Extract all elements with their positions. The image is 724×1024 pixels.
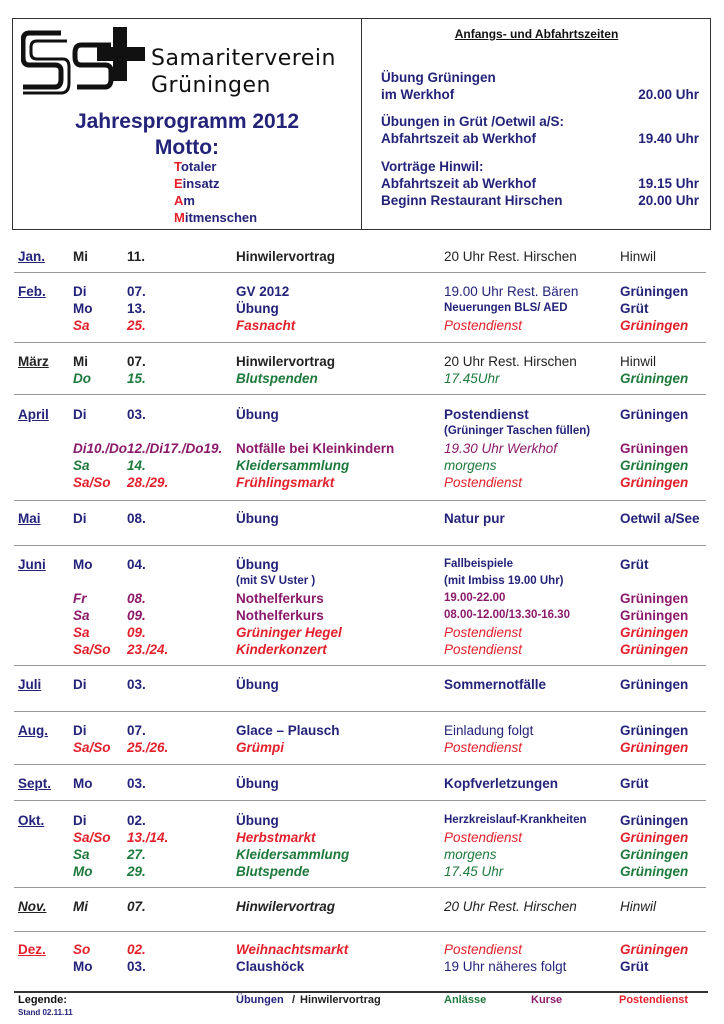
month-label: Jan. (18, 249, 46, 264)
row-event: Übung (236, 407, 279, 422)
row-event: Übung (236, 301, 279, 316)
organisation-name (151, 45, 336, 99)
row-event: Übung (236, 813, 279, 828)
row-day: Mo (73, 776, 93, 791)
time-line (381, 192, 699, 209)
time-line (381, 86, 699, 103)
month-label: Okt. (18, 813, 45, 828)
motto-rest: m (183, 193, 195, 208)
row-day: Sa (73, 608, 90, 623)
row-info: morgens (444, 458, 497, 473)
row-event: Grümpi (236, 740, 285, 755)
row-place: Grüningen (620, 723, 689, 738)
row-date: 03. (127, 776, 146, 791)
row-day: Do (73, 371, 91, 386)
time-value: 19.15 Uhr (638, 176, 699, 191)
row-place: Grüningen (620, 371, 689, 386)
motto-words (174, 158, 257, 226)
legend-divider (14, 991, 708, 993)
time-line (381, 158, 699, 175)
row-event: Frühlingsmarkt (236, 475, 335, 490)
row-day: Di (73, 284, 87, 299)
row-day: Mi (73, 249, 88, 264)
row-info: Postendienst (444, 475, 523, 490)
row-date: 13./14. (127, 830, 169, 845)
row-event: Grüninger Hegel (236, 625, 342, 640)
row-event: Nothelferkurs (236, 591, 324, 606)
row-place: Grüt (620, 557, 649, 572)
row-info: Postendienst (444, 318, 523, 333)
row-place: Oetwil a/See (620, 511, 700, 526)
row-day: Di (73, 723, 87, 738)
month-label: April (18, 407, 49, 422)
row-event: Herbstmarkt (236, 830, 316, 845)
row-date: 13. (127, 301, 146, 316)
time-label: Abfahrtszeit ab Werkhof (381, 176, 537, 191)
row-info: Postendienst (444, 642, 523, 657)
row-day: Fr (73, 591, 87, 606)
month-separator (14, 711, 706, 712)
row-place: Grüningen (620, 677, 689, 692)
row-info: 20 Uhr Rest. Hirschen (444, 899, 577, 914)
row-info: (mit Imbiss 19.00 Uhr) (444, 575, 564, 587)
row-day: Sa (73, 625, 90, 640)
row-day: Mo (73, 959, 93, 974)
time-label: Beginn Restaurant Hirschen (381, 193, 563, 208)
row-date: 23./24. (127, 642, 169, 657)
row-place: Grüningen (620, 942, 689, 957)
header-box (12, 18, 711, 230)
row-place: Hinwil (620, 354, 657, 369)
time-line (381, 69, 699, 86)
times-heading: Anfangs- und Abfahrtszeiten (454, 27, 619, 41)
month-separator (14, 545, 706, 546)
row-info: Postendienst (444, 942, 523, 957)
row-day: Di (73, 407, 87, 422)
month-separator (14, 272, 706, 273)
row-place: Grüningen (620, 864, 689, 879)
row-event: GV 2012 (236, 284, 290, 299)
row-place: Grüningen (620, 441, 689, 456)
header-divider (361, 19, 362, 229)
motto-rest: otaler (180, 159, 217, 174)
row-info: Fallbeispiele (444, 558, 514, 570)
month-label: Mai (18, 511, 41, 526)
row-day: Di (73, 677, 87, 692)
month-separator (14, 394, 706, 395)
row-info: Kopfverletzungen (444, 776, 559, 791)
row-day: Di10./Do12./Di17./Do19. (73, 441, 223, 456)
row-place: Grüningen (620, 847, 689, 862)
time-line (381, 130, 699, 147)
motto-initial: E (174, 176, 183, 191)
row-date: 28./29. (127, 475, 169, 490)
row-day: Sa (73, 847, 90, 862)
row-event: Übung (236, 776, 279, 791)
month-label: Juni (18, 557, 46, 572)
row-date: 03. (127, 407, 146, 422)
row-day: Sa (73, 458, 90, 473)
time-label: im Werkhof (381, 87, 455, 102)
time-line (381, 113, 699, 130)
row-place: Grüningen (620, 813, 689, 828)
row-event: Hinwilervortrag (236, 249, 336, 264)
row-place: Hinwil (620, 249, 657, 264)
time-label: Übungen in Grüt /Oetwil a/S: (381, 114, 565, 129)
row-info: 17.45Uhr (444, 371, 500, 386)
row-date: 03. (127, 959, 146, 974)
row-event: Nothelferkurs (236, 608, 324, 623)
row-day: Sa/So (73, 642, 111, 657)
row-day: So (73, 942, 91, 957)
row-info: Herzkreislauf-Krankheiten (444, 814, 587, 826)
time-label: Abfahrtszeit ab Werkhof (381, 131, 537, 146)
row-info: 19.00-22.00 (444, 592, 506, 604)
samariter-logo (21, 27, 149, 99)
row-info: 19 Uhr näheres folgt (444, 959, 567, 974)
month-label: Feb. (18, 284, 46, 299)
legend-slash: / (292, 994, 296, 1006)
row-event: Übung (236, 557, 279, 572)
row-event: Glace – Plausch (236, 723, 340, 738)
month-label: Aug. (18, 723, 48, 738)
row-date: 08. (127, 511, 146, 526)
row-day: Mi (73, 354, 88, 369)
row-place: Grüningen (620, 458, 689, 473)
row-info: Postendienst (444, 407, 529, 422)
motto-word (174, 209, 257, 226)
month-separator (14, 931, 706, 932)
month-label: Dez. (18, 942, 46, 957)
row-date: 04. (127, 557, 146, 572)
row-event: Blutspende (236, 864, 310, 879)
row-day: Sa (73, 318, 90, 333)
row-date: 07. (127, 723, 146, 738)
row-date: 25. (127, 318, 146, 333)
row-info: 19.30 Uhr Werkhof (444, 441, 558, 456)
row-event: Fasnacht (236, 318, 296, 333)
motto-word (174, 158, 257, 175)
row-date: 03. (127, 677, 146, 692)
time-value: 19.40 Uhr (638, 131, 699, 146)
row-info: 20 Uhr Rest. Hirschen (444, 354, 577, 369)
row-event: (mit SV Uster ) (236, 575, 316, 587)
row-date: 02. (127, 813, 146, 828)
row-place: Grüningen (620, 318, 689, 333)
row-place: Grüningen (620, 475, 689, 490)
row-place: Grüningen (620, 591, 689, 606)
stand-date: Stand 02.11.11 (18, 1008, 73, 1017)
row-place: Grüningen (620, 625, 689, 640)
row-date: 29. (127, 864, 146, 879)
row-info: morgens (444, 847, 497, 862)
org-name-line1: Samariterverein (151, 46, 336, 71)
row-date: 25./26. (127, 740, 169, 755)
row-event: Übung (236, 677, 279, 692)
row-info: Postendienst (444, 740, 523, 755)
row-event: Kleidersammlung (236, 458, 350, 473)
time-label: Übung Grüningen (381, 70, 496, 85)
motto-title: Motto: (154, 136, 220, 159)
motto-initial: T (174, 159, 181, 174)
row-info: Einladung folgt (444, 723, 534, 738)
row-event: Blutspenden (236, 371, 318, 386)
month-separator (14, 800, 706, 801)
row-event: Kleidersammlung (236, 847, 350, 862)
legend-uebungen: Übungen (236, 994, 284, 1006)
month-label: Nov. (18, 899, 47, 914)
row-info: Postendienst (444, 830, 523, 845)
row-event: Hinwilervortrag (236, 354, 336, 369)
row-event: Hinwilervortrag (236, 899, 336, 914)
motto-rest: insatz (182, 176, 220, 191)
row-date: 09. (127, 608, 146, 623)
program-title: Jahresprogramm 2012 (74, 110, 300, 133)
row-place: Grüningen (620, 642, 689, 657)
row-info: Natur pur (444, 511, 505, 526)
row-date: 09. (127, 625, 146, 640)
row-place: Grüt (620, 776, 649, 791)
row-event: Notfälle bei Kleinkindern (236, 441, 395, 456)
row-date: 07. (127, 354, 146, 369)
row-place: Grüningen (620, 830, 689, 845)
row-info: Neuerungen BLS/ AED (444, 302, 568, 314)
month-separator (14, 764, 706, 765)
motto-word (174, 175, 257, 192)
month-label: Sept. (18, 776, 52, 791)
month-separator (14, 887, 706, 888)
row-date: 11. (127, 249, 146, 264)
row-event: Weihnachtsmarkt (236, 942, 349, 957)
row-date: 07. (127, 284, 146, 299)
row-place: Grüningen (620, 740, 689, 755)
row-date: 02. (127, 942, 146, 957)
row-date: 27. (127, 847, 146, 862)
row-info: 08.00-12.00/13.30-16.30 (444, 609, 570, 621)
month-label: März (18, 354, 49, 369)
time-value: 20.00 Uhr (638, 87, 699, 102)
motto-initial: A (174, 193, 184, 208)
time-value: 20.00 Uhr (638, 193, 699, 208)
row-info: Sommernotfälle (444, 677, 547, 692)
row-info: 20 Uhr Rest. Hirschen (444, 249, 577, 264)
row-day: Sa/So (73, 475, 111, 490)
month-separator (14, 342, 706, 343)
motto-initial: M (174, 210, 185, 225)
row-day: Mo (73, 557, 93, 572)
month-label: Juli (18, 677, 42, 692)
org-name-line2: Grüningen (151, 73, 271, 98)
legend-hinwilervortrag: Hinwilervortrag (300, 994, 381, 1006)
row-info: (Grüninger Taschen füllen) (444, 425, 591, 437)
row-date: 14. (127, 458, 146, 473)
row-day: Mo (73, 864, 93, 879)
row-day: Di (73, 813, 87, 828)
time-label: Vorträge Hinwil: (381, 159, 484, 174)
legend-anlaesse: Anlässe (444, 994, 487, 1006)
row-day: Mo (73, 301, 93, 316)
motto-rest: itmenschen (184, 210, 258, 225)
row-place: Grüningen (620, 608, 689, 623)
row-date: 08. (127, 591, 146, 606)
motto-word (174, 192, 257, 209)
row-place: Hinwil (620, 899, 657, 914)
legend-postendienst: Postendienst (619, 994, 689, 1006)
row-date: 07. (127, 899, 146, 914)
row-event: Claushöck (236, 959, 305, 974)
row-info: 17.45 Uhr (444, 864, 504, 879)
row-place: Grüningen (620, 284, 689, 299)
row-event: Übung (236, 511, 279, 526)
row-info: 19.00 Uhr Rest. Bären (444, 284, 579, 299)
legend-label: Legende: (18, 994, 67, 1006)
row-info: Postendienst (444, 625, 523, 640)
row-day: Mi (73, 899, 88, 914)
time-line (381, 175, 699, 192)
row-day: Di (73, 511, 87, 526)
month-separator (14, 500, 706, 501)
row-day: Sa/So (73, 740, 111, 755)
row-date: 15. (127, 371, 146, 386)
row-place: Grüt (620, 959, 649, 974)
month-separator (14, 665, 706, 666)
row-event: Kinderkonzert (236, 642, 327, 657)
row-place: Grüt (620, 301, 649, 316)
legend-kurse: Kurse (531, 994, 563, 1006)
row-place: Grüningen (620, 407, 689, 422)
row-day: Sa/So (73, 830, 111, 845)
